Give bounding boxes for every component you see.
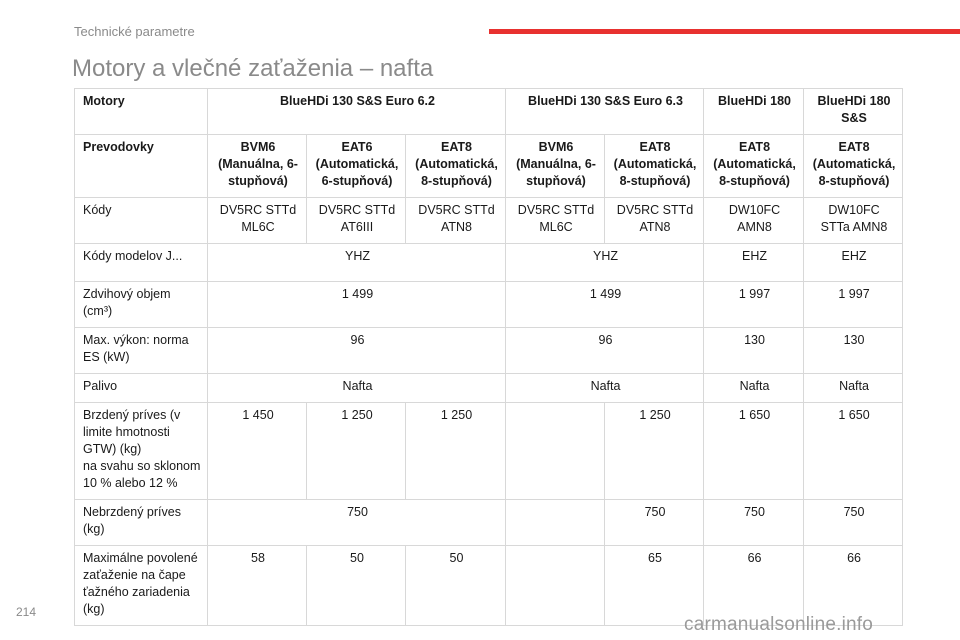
fuel-row xyxy=(75,374,903,403)
unbraked-cell: 750 xyxy=(804,500,903,546)
model-codes-row xyxy=(75,244,903,282)
codes-row xyxy=(75,198,903,244)
code-cell: DV5RC STTd ATN8 xyxy=(605,198,704,244)
engine-cell: BlueHDi 130 S&S Euro 6.3 xyxy=(506,89,704,135)
unbraked-trailer-row xyxy=(75,500,903,546)
displacement-cell: 1 499 xyxy=(208,282,506,328)
displacement-cell: 1 997 xyxy=(804,282,903,328)
braked-trailer-row xyxy=(75,403,903,500)
engine-cell: BlueHDi 180 xyxy=(704,89,804,135)
power-cell: 96 xyxy=(506,328,704,374)
model-code-cell: EHZ xyxy=(704,244,804,282)
hitch-cell: 66 xyxy=(704,546,804,626)
gearbox-row xyxy=(75,135,903,198)
braked-cell: 1 250 xyxy=(307,403,406,500)
fuel-cell: Nafta xyxy=(506,374,704,403)
engine-cell: BlueHDi 180 S&S xyxy=(804,89,903,135)
code-cell: DV5RC STTd ML6C xyxy=(208,198,307,244)
hitch-cell xyxy=(506,546,605,626)
row-label: Brzdený príves (v limite hmotnosti GTW) (kg) na svahu so sklonom 10 % alebo 12 % xyxy=(75,403,208,500)
power-cell: 130 xyxy=(804,328,903,374)
row-label: Max. výkon: norma ES (kW) xyxy=(75,328,208,374)
power-cell: 130 xyxy=(704,328,804,374)
displacement-cell: 1 997 xyxy=(704,282,804,328)
gearbox-cell: EAT8 (Automatická, 8-stupňová) xyxy=(804,135,903,198)
gearbox-cell: EAT8 (Automatická, 8-stupňová) xyxy=(704,135,804,198)
accent-bar xyxy=(489,29,960,34)
page-title: Motory a vlečné zaťaženia – nafta xyxy=(72,55,434,82)
unbraked-cell: 750 xyxy=(704,500,804,546)
row-label: Maximálne povolené zaťaženie na čape ťažného zariadenia (kg) xyxy=(75,546,208,626)
page-number: 214 xyxy=(16,605,37,619)
section-label: Technické parametre xyxy=(74,24,195,39)
engine-cell: BlueHDi 130 S&S Euro 6.2 xyxy=(208,89,506,135)
hitch-cell: 58 xyxy=(208,546,307,626)
fuel-cell: Nafta xyxy=(804,374,903,403)
braked-cell: 1 650 xyxy=(704,403,804,500)
power-cell: 96 xyxy=(208,328,506,374)
hitch-cell: 50 xyxy=(307,546,406,626)
gearbox-cell: BVM6 (Manuálna, 6-stupňová) xyxy=(506,135,605,198)
gearbox-cell: EAT8 (Automatická, 8-stupňová) xyxy=(406,135,506,198)
hitch-cell: 66 xyxy=(804,546,903,626)
unbraked-cell: 750 xyxy=(208,500,506,546)
fuel-cell: Nafta xyxy=(704,374,804,403)
gearbox-cell: EAT8 (Automatická, 8-stupňová) xyxy=(605,135,704,198)
braked-cell: 1 250 xyxy=(406,403,506,500)
row-label: Motory xyxy=(75,89,208,135)
displacement-cell: 1 499 xyxy=(506,282,704,328)
row-label: Kódy modelov J... xyxy=(75,244,208,282)
watermark: carmanualsonline.info xyxy=(684,614,874,635)
hitch-cell: 50 xyxy=(406,546,506,626)
engine-specs-table xyxy=(74,88,903,626)
engines-row xyxy=(75,89,903,135)
code-cell: DV5RC STTd ATN8 xyxy=(406,198,506,244)
hitch-cell: 65 xyxy=(605,546,704,626)
fuel-cell: Nafta xyxy=(208,374,506,403)
unbraked-cell: 750 xyxy=(605,500,704,546)
unbraked-cell xyxy=(506,500,605,546)
braked-cell: 1 250 xyxy=(605,403,704,500)
braked-cell xyxy=(506,403,605,500)
code-cell: DV5RC STTd AT6III xyxy=(307,198,406,244)
displacement-row xyxy=(75,282,903,328)
braked-cell: 1 450 xyxy=(208,403,307,500)
row-label: Palivo xyxy=(75,374,208,403)
row-label: Kódy xyxy=(75,198,208,244)
model-code-cell: YHZ xyxy=(506,244,704,282)
gearbox-cell: EAT6 (Automatická, 6-stupňová) xyxy=(307,135,406,198)
row-label: Prevodovky xyxy=(75,135,208,198)
row-label: Nebrzdený príves (kg) xyxy=(75,500,208,546)
power-row xyxy=(75,328,903,374)
model-code-cell: YHZ xyxy=(208,244,506,282)
gearbox-cell: BVM6 (Manuálna, 6-stupňová) xyxy=(208,135,307,198)
code-cell: DW10FC AMN8 xyxy=(704,198,804,244)
row-label: Zdvihový objem (cm³) xyxy=(75,282,208,328)
model-code-cell: EHZ xyxy=(804,244,903,282)
code-cell: DV5RC STTd ML6C xyxy=(506,198,605,244)
code-cell: DW10FC STTa AMN8 xyxy=(804,198,903,244)
braked-cell: 1 650 xyxy=(804,403,903,500)
